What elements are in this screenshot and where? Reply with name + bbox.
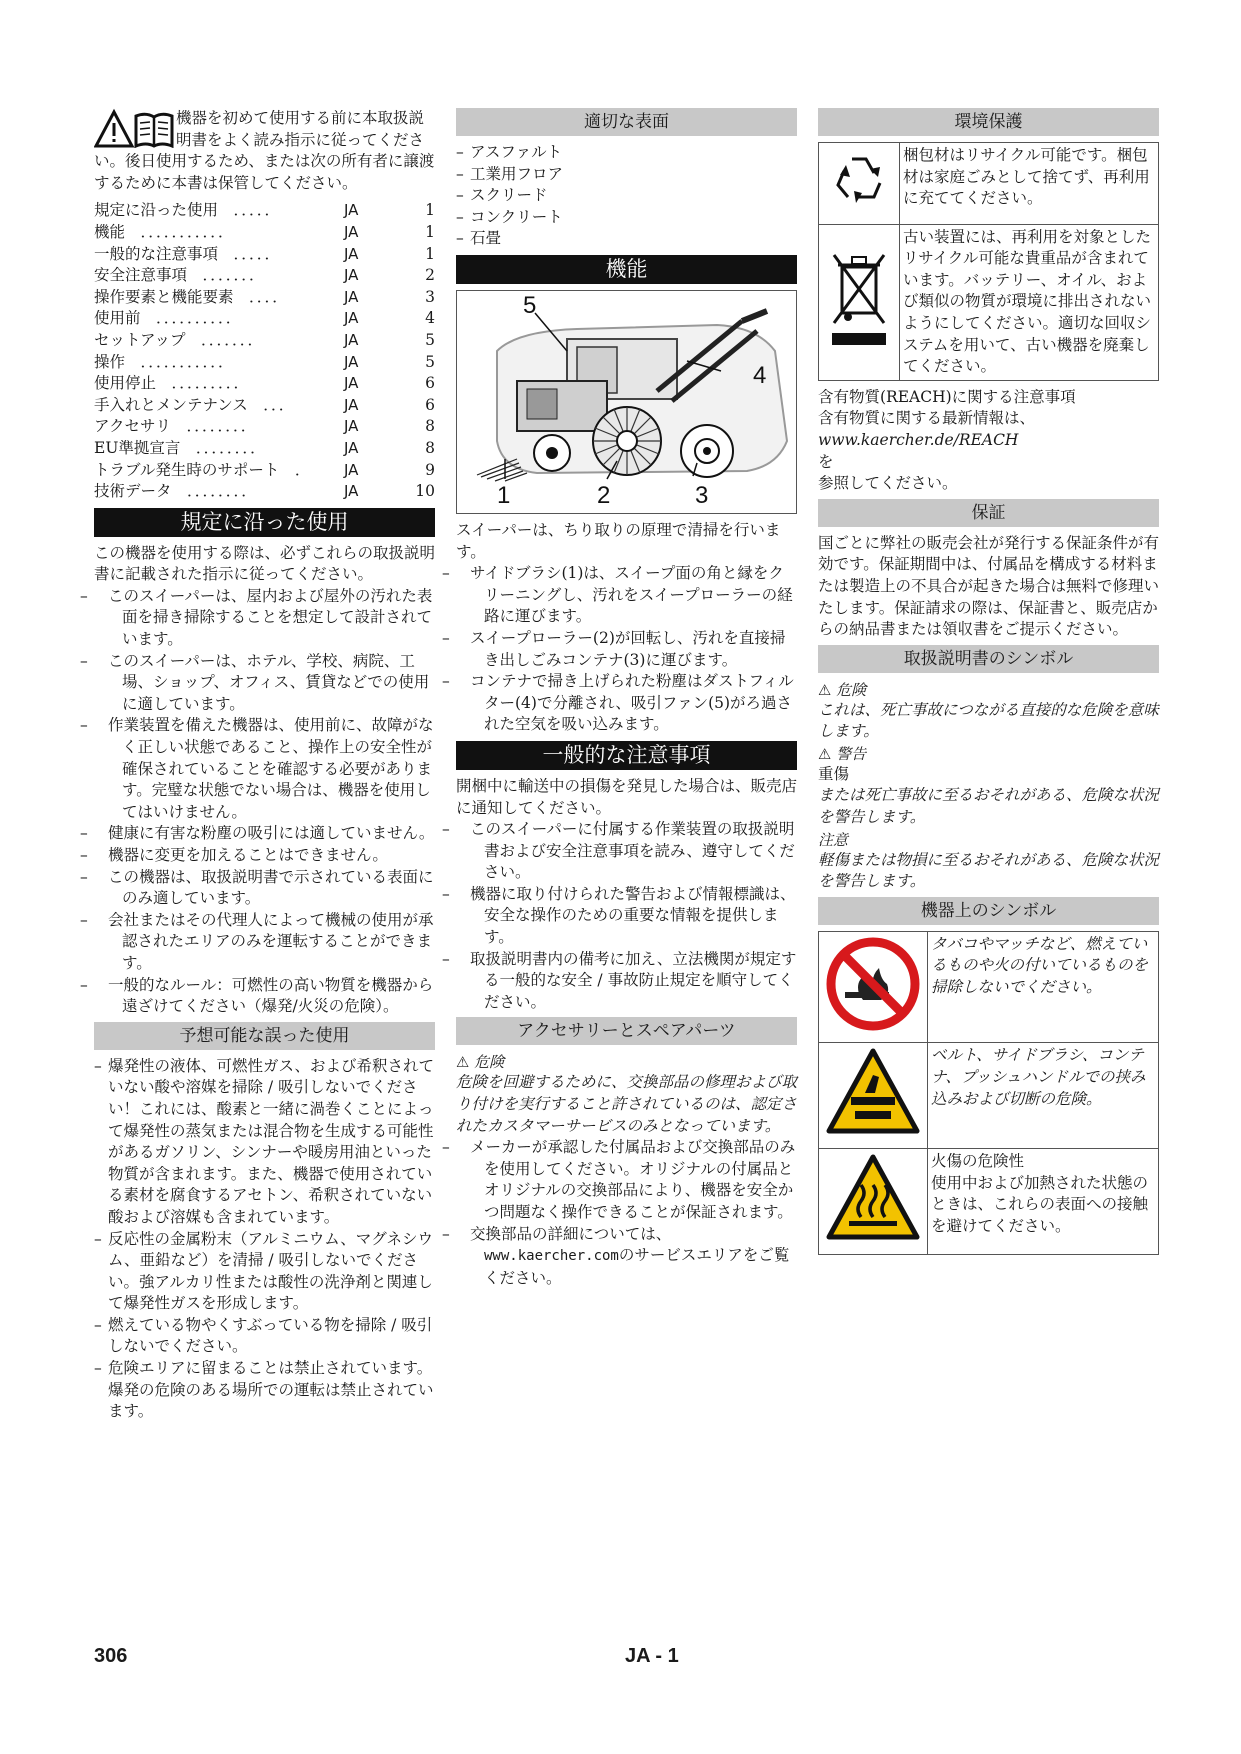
symbol-warning-text: または死亡事故に至るおそれがある、危険な状況を警告します。 [818, 786, 1160, 827]
list-item: – 危険エリアに留まることは禁止されています。爆発の危険のある場所での運転は禁止されています。 [94, 1358, 435, 1423]
table-row [819, 143, 1159, 225]
section-heading-accessories: アクセサリーとスペアパーツ [456, 1017, 797, 1045]
symbol-danger-label: 危険 [836, 680, 867, 699]
danger-text: 危険を回避するために、交換部品の修理および取り付けを実行すること許されているのは、認定されたカスタマーサービスのみとなっています。 [456, 1073, 798, 1135]
figure-label: 3 [695, 481, 709, 509]
toc-page: 9 [425, 460, 435, 479]
reach-heading: 含有物質(REACH)に関する注意事項 [818, 387, 1076, 406]
hot-surface-icon [825, 1153, 921, 1243]
symbol-warning-label: 警告 [836, 744, 867, 763]
sweeper-illustration [457, 291, 796, 511]
icon-cell [819, 224, 900, 380]
accessory-list [456, 1137, 797, 1289]
toc-row [94, 222, 435, 244]
toc-lang: JA [344, 352, 359, 371]
toc-lang: JA [344, 309, 359, 328]
toc-lang: JA [344, 438, 359, 457]
reach-line-1: 含有物質に関する最新情報は、 [818, 409, 1036, 428]
toc-title: セットアップ ．．．．．．． [94, 330, 263, 349]
warning-book-icon [94, 108, 174, 148]
general-intro: 開梱中に輸送中の損傷を発見した場合は、販売店に通知してください。 [456, 776, 798, 817]
toc-row [94, 416, 435, 438]
list-item: – メーカーが承認した付属品および交換部品のみを使用してください。オリジナルの付属品とオリジナルの交換部品により、機器を安全かつ問題なく操作できることが保証されます。 [456, 1137, 797, 1223]
toc-row [94, 287, 435, 309]
toc-title: 使用停止 ．．．．．．．．． [94, 374, 250, 393]
list-item: – コンテナで掃き上げられた粉塵はダストフィルター(4)で分離され、吸引ファン(5)がろ過された空気を吸い込みます。 [456, 671, 797, 736]
toc-title: 技術データ ．．．．．．．． [94, 482, 257, 501]
toc-lang: JA [344, 417, 359, 436]
toc-page: 4 [425, 309, 435, 328]
toc-title: 使用前 ．．．．．．．．．． [94, 309, 242, 328]
toc-title: 操作要素と機能要素 ．．．． [94, 287, 288, 306]
misuse-list [94, 1056, 435, 1423]
figure-label: 2 [597, 481, 611, 509]
toc-page: 8 [425, 438, 435, 457]
list-item: – 燃えている物やくすぶっている物を掃除 / 吸引しないでください。 [94, 1315, 435, 1358]
service-link[interactable]: www.kaercher.com [484, 1248, 619, 1265]
toc-row [94, 200, 435, 222]
toc-page: 5 [425, 352, 435, 371]
section-heading-misuse: 予想可能な誤った使用 [94, 1022, 435, 1050]
toc-page: 2 [425, 266, 435, 285]
danger-label: 危険 [474, 1053, 505, 1072]
list-item [456, 1224, 797, 1290]
symbol-warning-sub: 重傷 [818, 764, 850, 783]
function-intro: スイーパーは、ちり取りの原理で清掃を行います。 [456, 520, 781, 561]
crush-hazard-icon [825, 1047, 921, 1137]
env-text: 古い装置には、再利用を対象としたリサイクル可能な貴重品が含まれています。バッテリー、オイル、および類似の物質が環境に排出されないようにしてください。適切な回収システムを用いて、古い機器を廃棄してください。 [900, 224, 1159, 380]
toc-lang: JA [344, 201, 359, 220]
recycle-icon [826, 147, 892, 213]
toc-lang: JA [344, 460, 359, 479]
list-item: – 健康に有害な粉塵の吸引には適していません。 [94, 823, 435, 845]
table-row [819, 931, 1159, 1043]
section-heading-general-notes: 一般的な注意事項 [456, 741, 797, 770]
list-item: – 取扱説明書内の備考に加え、立法機関が規定する一般的な安全 / 事故防止規定を順守してください。 [456, 949, 797, 1014]
danger-label-row [456, 1051, 797, 1072]
column-1 [94, 108, 435, 1423]
intended-intro: この機器を使用する際は、必ずこれらの取扱説明書に記載された指示に従ってください。 [94, 543, 436, 584]
toc-title: 操作 ．．．．．．．．．．． [94, 352, 234, 371]
list-item: – コンクリート [456, 207, 797, 229]
device-text: ベルト、サイドブラシ、コンテナ、プッシュハンドルでの挟み込みおよび切断の危険。 [928, 1043, 1159, 1149]
spare-text-2: のサービスエリアをご覧ください。 [484, 1246, 790, 1287]
section-heading-manual-symbols: 取扱説明書のシンボル [818, 645, 1159, 673]
section-heading-warranty: 保証 [818, 499, 1159, 527]
list-item: – スイープローラー(2)が回転し、汚れを直接掃き出しごみコンテナ(3)に運びます。 [456, 628, 797, 671]
toc-title: 安全注意事項 ．．．．．．． [94, 266, 265, 285]
symbol-danger-row [818, 679, 1159, 700]
figure-label: 4 [753, 361, 767, 389]
toc-page: 6 [425, 374, 435, 393]
list-item: – サイドブラシ(1)は、スイープ面の角と縁をクリーニングし、汚れをスイープローラーの経路に運びます。 [456, 563, 797, 628]
sweeper-figure [456, 290, 797, 514]
table-of-contents [94, 200, 435, 502]
toc-lang: JA [344, 266, 359, 285]
symbol-danger-text: これは、死亡事故につながる直接的な危険を意味します。 [818, 700, 1159, 741]
list-item: – 工業用フロア [456, 164, 797, 186]
section-heading-surfaces: 適切な表面 [456, 108, 797, 136]
toc-page: 1 [425, 222, 435, 241]
table-row [819, 1043, 1159, 1149]
section-heading-function: 機能 [456, 255, 797, 284]
toc-page: 3 [425, 287, 435, 306]
toc-row [94, 395, 435, 417]
list-item: – 石畳 [456, 228, 797, 250]
toc-title: EU準拠宣言 ．．．．．．．． [94, 438, 266, 457]
section-heading-device-symbols: 機器上のシンボル [818, 897, 1159, 925]
section-heading-environment: 環境保護 [818, 108, 1159, 136]
function-list [456, 563, 797, 736]
warning-triangle-icon: ⚠ [456, 1053, 470, 1072]
toc-row [94, 352, 435, 374]
burn-text: 使用中および加熱された状態のときは、これらの表面への接触を避けてください。 [931, 1173, 1149, 1235]
burn-title: 火傷の危険性 [931, 1152, 1025, 1171]
warning-triangle-icon: ⚠ [818, 680, 832, 699]
reach-link[interactable]: www.kaercher.de/REACH [818, 430, 1019, 449]
toc-row [94, 460, 435, 482]
toc-lang: JA [344, 287, 359, 306]
reach-line-2: を [818, 452, 834, 471]
table-row [819, 224, 1159, 380]
column-2 [456, 108, 797, 1289]
toc-title: 手入れとメンテナンス ．．． [94, 395, 295, 414]
toc-title: 一般的な注意事項 ．．．．． [94, 244, 281, 263]
intro [94, 108, 435, 194]
page-number: 306 [94, 1645, 128, 1667]
toc-title: アクセサリ ．．．．．．．． [94, 417, 257, 436]
table-row [819, 1149, 1159, 1255]
toc-row [94, 265, 435, 287]
list-item: – 反応性の金属粉末（アルミニウム、マグネシウム、亜鉛など）を清掃 / 吸引しないでください。強アルカリ性または酸性の洗浄剤と関連して爆発性ガスを形成します。 [94, 1229, 435, 1315]
toc-lang: JA [344, 374, 359, 393]
list-item: – このスイーパーは、屋内および屋外の汚れた表面を掃き掃除することを想定して設計されています。 [94, 586, 435, 651]
list-item: – このスイーパーは、ホテル、学校、病院、工場、ショップ、オフィス、賃貸などでの使用に適しています。 [94, 651, 435, 716]
toc-page: 1 [425, 201, 435, 220]
env-text: 梱包材はリサイクル可能です。梱包材は家庭ごみとして捨てず、再利用に充ててください。 [900, 143, 1159, 225]
list-item: – 一般的なルール：可燃性の高い物質を機器から遠ざけてください（爆発/火災の危険）。 [94, 975, 435, 1018]
toc-row [94, 438, 435, 460]
icon-cell [819, 143, 900, 225]
toc-title: 機能 ．．．．．．．．．．． [94, 222, 234, 241]
figure-label: 5 [523, 291, 537, 319]
symbol-warning-row [818, 743, 1159, 764]
toc-page: 1 [425, 244, 435, 263]
section-footer: JA - 1 [625, 1645, 679, 1667]
device-text-cell [928, 1149, 1159, 1255]
list-item: – このスイーパーに付属する作業装置の取扱説明書および安全注意事項を読み、遵守してください。 [456, 819, 797, 884]
column-3 [818, 108, 1159, 1261]
list-item: – 機器に取り付けられた警告および情報標識は、安全な操作のための重要な情報を提供します。 [456, 884, 797, 949]
toc-row [94, 244, 435, 266]
surface-list [456, 142, 797, 250]
general-list [456, 819, 797, 1013]
no-burning-objects-icon [825, 936, 921, 1032]
toc-lang: JA [344, 244, 359, 263]
toc-title: トラブル発生時のサポート ． [94, 460, 311, 479]
reach-line-3: 参照してください。 [818, 474, 958, 493]
warning-triangle-icon: ⚠ [818, 744, 832, 763]
toc-page: 6 [425, 395, 435, 414]
toc-row [94, 481, 435, 503]
device-symbols-table [818, 931, 1159, 1255]
icon-cell [819, 931, 928, 1043]
symbol-caution-text: 軽傷または物損に至るおそれがある、危険な状況を警告します。 [818, 850, 1160, 891]
toc-row [94, 330, 435, 352]
spare-text-1: 交換部品の詳細については、 [470, 1224, 672, 1243]
list-item: – 機器に変更を加えることはできません。 [94, 845, 435, 867]
toc-page: 5 [425, 330, 435, 349]
list-item: – 会社またはその代理人によって機械の使用が承認されたエリアのみを運転することができます。 [94, 910, 435, 975]
list-item: – 作業装置を備えた機器は、使用前に、故障がなく正しい状態であること、操作上の安全性が確保されていることを確認する必要があります。完璧な状態でない場合は、機器を使用してはいけません。 [94, 715, 435, 823]
toc-title: 規定に沿った使用 ．．．．． [94, 201, 281, 220]
device-text: タバコやマッチなど、燃えているものや火の付いているものを掃除しないでください。 [928, 931, 1159, 1043]
list-item: – アスファルト [456, 142, 797, 164]
icon-cell [819, 1043, 928, 1149]
intended-list [94, 586, 435, 1018]
list-item: – 爆発性の液体、可燃性ガス、および希釈されていない酸や溶媒を掃除 / 吸引しないでください！これには、酸素と一緒に渦巻くことによって爆発性の蒸気または混合物を生成する可能性があるガソリン、シンナーや暖房用油といった物質が含まれます。また、機器で使用されている素材を腐食するアセトン、希釈されていない酸および溶媒も含まれています。 [94, 1056, 435, 1229]
warranty-text: 国ごとに弊社の販売会社が発行する保証条件が有効です。保証期間中は、付属品を構成する材料または製造上の不具合が起きた場合は無料で修理いたします。保証請求の際は、保証書と、販売店からの納品書または領収書をご提示ください。 [818, 533, 1160, 639]
intro-text: 機器を初めて使用する前に本取扱説明書をよく読み指示に従ってください。後日使用するため、または次の所有者に譲渡するために本書は保管してください。 [94, 109, 435, 192]
toc-lang: JA [344, 395, 359, 414]
list-item: – この機器は、取扱説明書で示されている表面にのみ適しています。 [94, 867, 435, 910]
toc-lang: JA [344, 222, 359, 241]
crossed-bin-icon [826, 247, 892, 351]
toc-row [94, 308, 435, 330]
section-heading-intended-use: 規定に沿った使用 [94, 508, 435, 537]
figure-label: 1 [497, 481, 511, 509]
icon-cell [819, 1149, 928, 1255]
toc-row [94, 373, 435, 395]
toc-page: 8 [425, 417, 435, 436]
list-item: – スクリード [456, 185, 797, 207]
environment-table [818, 142, 1159, 381]
toc-lang: JA [344, 482, 359, 501]
symbol-caution-label: 注意 [818, 830, 849, 849]
toc-page: 10 [415, 482, 435, 501]
toc-lang: JA [344, 330, 359, 349]
